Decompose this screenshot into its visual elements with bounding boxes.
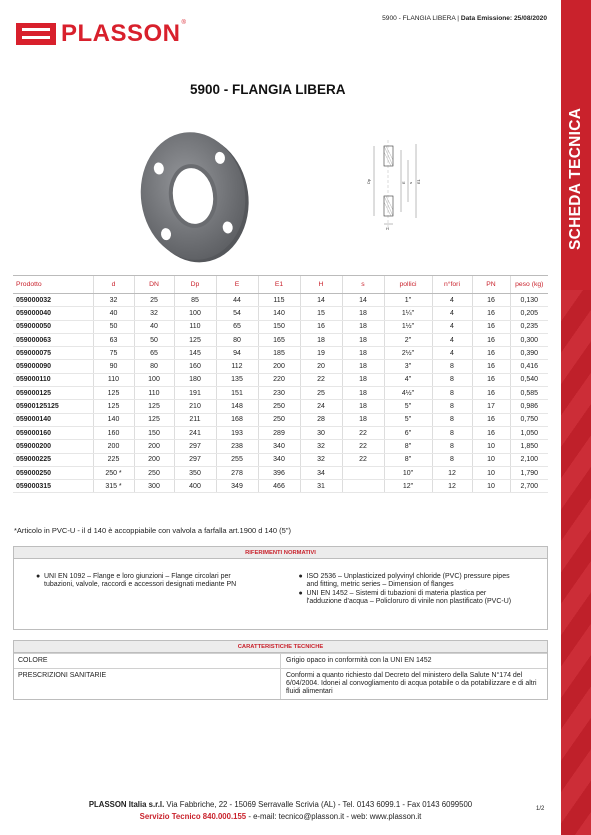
- product-code-cell: 059000050: [13, 320, 93, 333]
- dim-e1-label: E1: [416, 179, 421, 184]
- table-cell: 8: [432, 373, 472, 386]
- table-cell: 125: [174, 333, 216, 346]
- table-row: [13, 347, 548, 360]
- document-reference: 5900 - FLANGIA LIBERA | Data Emissione: 25/08/2020: [382, 15, 547, 22]
- product-code-cell: 059000315: [13, 480, 93, 493]
- col-header: pollici: [384, 276, 432, 294]
- table-cell: 0,300: [510, 333, 548, 346]
- table-cell: 18: [342, 307, 384, 320]
- table-cell: 31: [300, 480, 342, 493]
- table-cell: 16: [472, 426, 510, 439]
- table-cell: 165: [258, 333, 300, 346]
- table-cell: 18: [342, 387, 384, 400]
- norms-box: [13, 546, 548, 630]
- table-cell: 8": [384, 440, 432, 453]
- table-cell: 150: [134, 426, 174, 439]
- table-cell: 110: [134, 387, 174, 400]
- table-cell: 297: [174, 440, 216, 453]
- col-header: DN: [134, 276, 174, 294]
- table-cell: 278: [216, 466, 258, 479]
- table-cell: 0,205: [510, 307, 548, 320]
- table-cell: 75: [93, 347, 134, 360]
- issue-label: Data Emissione:: [460, 15, 513, 22]
- table-cell: 15: [300, 307, 342, 320]
- brand-name: PLASSON: [61, 20, 181, 47]
- table-cell: 18: [342, 320, 384, 333]
- table-cell: 125: [93, 387, 134, 400]
- table-cell: 10: [472, 480, 510, 493]
- table-row: [13, 307, 548, 320]
- dim-h-label: H: [386, 226, 389, 231]
- table-cell: [342, 480, 384, 493]
- table-row: [13, 294, 548, 307]
- norm-item: ● UNI EN 1092 – Flange e loro giunzioni – Flange circolari per tubazioni, valvole, raccordi e accessori designati mediante PN: [36, 573, 263, 589]
- table-footnote: *Articolo in PVC-U - il d 140 è accoppiabile con valvola a farfalla art.1900 d 140 (5"): [14, 526, 291, 535]
- table-cell: 125: [93, 400, 134, 413]
- page-footer: [0, 800, 561, 821]
- col-header: peso (kg): [510, 276, 548, 294]
- table-cell: 200: [93, 440, 134, 453]
- issue-date: 25/08/2020: [513, 15, 547, 22]
- table-cell: 5": [384, 413, 432, 426]
- table-cell: 2,700: [510, 480, 548, 493]
- table-cell: 12: [432, 480, 472, 493]
- table-cell: 0,390: [510, 347, 548, 360]
- table-cell: 8: [432, 360, 472, 373]
- table-cell: 16: [472, 387, 510, 400]
- table-cell: 94: [216, 347, 258, 360]
- dim-e-label: E: [401, 181, 406, 184]
- table-row: [13, 360, 548, 373]
- table-cell: 18: [342, 413, 384, 426]
- table-cell: 10: [472, 440, 510, 453]
- table-row: [13, 413, 548, 426]
- table-cell: 0,540: [510, 373, 548, 386]
- table-cell: 22: [342, 440, 384, 453]
- table-row: [13, 440, 548, 453]
- table-cell: 16: [472, 373, 510, 386]
- table-cell: 112: [216, 360, 258, 373]
- table-cell: 250 *: [93, 466, 134, 479]
- table-cell: 4½": [384, 387, 432, 400]
- footer-company: PLASSON Italia s.r.l.: [88, 800, 165, 809]
- table-cell: 180: [174, 373, 216, 386]
- table-cell: 25: [134, 294, 174, 307]
- table-cell: 18: [342, 333, 384, 346]
- table-cell: 396: [258, 466, 300, 479]
- table-cell: 255: [216, 453, 258, 466]
- col-header: Dp: [174, 276, 216, 294]
- table-cell: 54: [216, 307, 258, 320]
- table-cell: 16: [472, 413, 510, 426]
- plasson-logo-icon: [16, 23, 56, 45]
- table-cell: 2,100: [510, 453, 548, 466]
- table-cell: 193: [216, 426, 258, 439]
- table-cell: 34: [300, 466, 342, 479]
- table-cell: 0,235: [510, 320, 548, 333]
- table-cell: 125: [134, 400, 174, 413]
- table-row: [13, 480, 548, 493]
- col-header: PN: [472, 276, 510, 294]
- product-code-cell: 059000040: [13, 307, 93, 320]
- table-cell: 350: [174, 466, 216, 479]
- dim-s-label: s: [408, 182, 413, 184]
- table-cell: 32: [300, 453, 342, 466]
- table-cell: 1¼": [384, 307, 432, 320]
- col-header: E: [216, 276, 258, 294]
- table-cell: 400: [174, 480, 216, 493]
- table-cell: 1½": [384, 320, 432, 333]
- table-cell: 4: [432, 294, 472, 307]
- table-cell: 185: [258, 347, 300, 360]
- plasson-logo: [16, 20, 186, 48]
- table-cell: 22: [342, 453, 384, 466]
- table-cell: 466: [258, 480, 300, 493]
- table-cell: 14: [300, 294, 342, 307]
- flange-section-drawing: [366, 140, 426, 232]
- product-code-cell: 059000090: [13, 360, 93, 373]
- col-header: s: [342, 276, 384, 294]
- table-cell: 17: [472, 400, 510, 413]
- col-header: Prodotto: [13, 276, 93, 294]
- table-cell: 32: [134, 307, 174, 320]
- table-cell: 340: [258, 453, 300, 466]
- table-cell: 0,130: [510, 294, 548, 307]
- table-cell: 2": [384, 333, 432, 346]
- sidebar-band: [561, 0, 591, 835]
- table-cell: 3": [384, 360, 432, 373]
- sidebar-label: SCHEDA TECNICA: [567, 107, 584, 250]
- norm-item: ● ISO 2536 – Unplasticized polyvinyl chloride (PVC) pressure pipes and fitting, metric series – Dimension of flanges: [299, 573, 520, 589]
- table-cell: 1,850: [510, 440, 548, 453]
- table-cell: 315 *: [93, 480, 134, 493]
- product-code-cell: 059000063: [13, 333, 93, 346]
- table-cell: 10: [472, 466, 510, 479]
- table-row: [13, 426, 548, 439]
- table-cell: 250: [258, 400, 300, 413]
- col-header: n°fori: [432, 276, 472, 294]
- table-cell: 18: [342, 347, 384, 360]
- table-row: [13, 373, 548, 386]
- table-cell: 12: [432, 466, 472, 479]
- product-code-cell: 059000250: [13, 466, 93, 479]
- product-code-cell: 059000225: [13, 453, 93, 466]
- table-cell: 40: [134, 320, 174, 333]
- table-cell: 50: [93, 320, 134, 333]
- table-cell: 2½": [384, 347, 432, 360]
- table-cell: 8": [384, 453, 432, 466]
- table-cell: 0,986: [510, 400, 548, 413]
- dimensions-table: [13, 275, 548, 493]
- table-cell: 225: [93, 453, 134, 466]
- table-cell: 18: [342, 360, 384, 373]
- table-cell: 140: [93, 413, 134, 426]
- table-cell: 25: [300, 387, 342, 400]
- table-cell: 24: [300, 400, 342, 413]
- table-cell: 115: [258, 294, 300, 307]
- table-cell: 16: [472, 333, 510, 346]
- product-code-cell: 059000200: [13, 440, 93, 453]
- table-row: [13, 453, 548, 466]
- col-header: d: [93, 276, 134, 294]
- table-cell: 238: [216, 440, 258, 453]
- table-cell: 0,750: [510, 413, 548, 426]
- doc-ref: 5900 - FLANGIA LIBERA: [382, 15, 456, 22]
- table-cell: 50: [134, 333, 174, 346]
- table-cell: 148: [216, 400, 258, 413]
- table-cell: 1": [384, 294, 432, 307]
- footer-address: Via Fabbriche, 22 - 15069 Serravalle Scrivia (AL) - Tel. 0143 6099.1 - Fax 0143 6099500: [166, 800, 473, 809]
- table-cell: 200: [134, 453, 174, 466]
- tech-box: [13, 640, 548, 700]
- table-cell: 28: [300, 413, 342, 426]
- table-cell: 44: [216, 294, 258, 307]
- table-cell: 18: [342, 400, 384, 413]
- table-cell: 300: [134, 480, 174, 493]
- dim-dp-label: Dp: [366, 178, 371, 184]
- table-cell: 150: [258, 320, 300, 333]
- sidebar-pattern: [561, 290, 591, 835]
- table-row: [13, 387, 548, 400]
- table-cell: 145: [174, 347, 216, 360]
- table-cell: 80: [216, 333, 258, 346]
- table-cell: 30: [300, 426, 342, 439]
- table-cell: 289: [258, 426, 300, 439]
- table-cell: 18: [300, 333, 342, 346]
- table-cell: 151: [216, 387, 258, 400]
- tech-heading: CARATTERISTICHE TECNICHE: [14, 641, 547, 653]
- table-cell: 16: [472, 320, 510, 333]
- table-header-row: [13, 276, 548, 294]
- table-cell: 4: [432, 333, 472, 346]
- col-header: H: [300, 276, 342, 294]
- table-cell: 349: [216, 480, 258, 493]
- table-cell: 241: [174, 426, 216, 439]
- product-code-cell: 05900125125: [13, 400, 93, 413]
- tech-label: PRESCRIZIONI SANITARIE: [14, 669, 281, 699]
- table-cell: 10: [472, 453, 510, 466]
- product-code-cell: 059000125: [13, 387, 93, 400]
- tech-value: Grigio opaco in conformità con la UNI EN 1452: [286, 657, 432, 664]
- table-row: [13, 400, 548, 413]
- table-cell: 210: [174, 400, 216, 413]
- table-cell: 16: [472, 294, 510, 307]
- table-cell: 200: [258, 360, 300, 373]
- table-cell: 5": [384, 400, 432, 413]
- footer-service: Servizio Tecnico 840.000.155: [139, 812, 247, 821]
- table-cell: 110: [174, 320, 216, 333]
- product-code-cell: 059000160: [13, 426, 93, 439]
- table-cell: 32: [93, 294, 134, 307]
- product-code-cell: 059000075: [13, 347, 93, 360]
- table-cell: 4: [432, 307, 472, 320]
- table-cell: 40: [93, 307, 134, 320]
- table-cell: 8: [432, 387, 472, 400]
- table-cell: 65: [216, 320, 258, 333]
- table-cell: 22: [300, 373, 342, 386]
- table-cell: 250: [134, 466, 174, 479]
- table-cell: 8: [432, 426, 472, 439]
- table-cell: 168: [216, 413, 258, 426]
- product-code-cell: 059000032: [13, 294, 93, 307]
- table-cell: 0,416: [510, 360, 548, 373]
- table-cell: 80: [134, 360, 174, 373]
- table-row: [13, 320, 548, 333]
- table-cell: 4: [432, 347, 472, 360]
- page-title: 5900 - FLANGIA LIBERA: [190, 82, 346, 97]
- table-cell: 4: [432, 320, 472, 333]
- col-header: E1: [258, 276, 300, 294]
- norm-item: ● UNI EN 1452 – Sistemi di tubazioni di materia plastica per l'adduzione d'acqua – Policloruro di vinile non plastificato (PVC-U): [299, 590, 520, 606]
- product-code-cell: 059000110: [13, 373, 93, 386]
- table-cell: 0,585: [510, 387, 548, 400]
- registered-mark: ®: [181, 20, 186, 26]
- footer-contacts: - e-mail: tecnico@plasson.it - web: www.plasson.it: [248, 812, 422, 821]
- table-cell: 8: [432, 440, 472, 453]
- table-cell: 12": [384, 480, 432, 493]
- table-cell: 191: [174, 387, 216, 400]
- table-cell: 200: [134, 440, 174, 453]
- table-cell: 16: [472, 347, 510, 360]
- table-cell: 8: [432, 453, 472, 466]
- table-cell: 160: [174, 360, 216, 373]
- tech-row: [14, 653, 547, 668]
- table-cell: 32: [300, 440, 342, 453]
- table-cell: 1,050: [510, 426, 548, 439]
- table-cell: 220: [258, 373, 300, 386]
- table-cell: 297: [174, 453, 216, 466]
- flange-photo: [133, 126, 253, 266]
- table-cell: 211: [174, 413, 216, 426]
- tech-value: Conformi a quanto richiesto dal Decreto del ministero della Salute N°174 del 6/04/2004. Idonei al convogliamento di acqua potabile o da potabilizzare e di altri fluidi alimentari: [286, 672, 537, 695]
- table-cell: 65: [134, 347, 174, 360]
- table-cell: 135: [216, 373, 258, 386]
- table-cell: 18: [342, 373, 384, 386]
- table-cell: 16: [472, 360, 510, 373]
- table-cell: 100: [134, 373, 174, 386]
- table-cell: [342, 466, 384, 479]
- table-cell: 100: [174, 307, 216, 320]
- table-cell: 250: [258, 413, 300, 426]
- norms-heading: RIFERIMENTI NORMATIVI: [14, 547, 547, 559]
- table-cell: 160: [93, 426, 134, 439]
- table-cell: 230: [258, 387, 300, 400]
- table-cell: 1,790: [510, 466, 548, 479]
- table-cell: 20: [300, 360, 342, 373]
- table-cell: 140: [258, 307, 300, 320]
- table-cell: 19: [300, 347, 342, 360]
- product-code-cell: 059000140: [13, 413, 93, 426]
- table-cell: 16: [300, 320, 342, 333]
- table-row: [13, 466, 548, 479]
- table-cell: 110: [93, 373, 134, 386]
- table-cell: 8: [432, 400, 472, 413]
- table-cell: 16: [472, 307, 510, 320]
- tech-row: [14, 668, 547, 699]
- table-cell: 85: [174, 294, 216, 307]
- table-cell: 8: [432, 413, 472, 426]
- table-cell: 340: [258, 440, 300, 453]
- table-row: [13, 333, 548, 346]
- page-number: 1/2: [536, 806, 545, 812]
- tech-label: COLORE: [14, 654, 281, 668]
- table-cell: 125: [134, 413, 174, 426]
- table-cell: 63: [93, 333, 134, 346]
- table-cell: 6": [384, 426, 432, 439]
- table-cell: 22: [342, 426, 384, 439]
- table-cell: 10": [384, 466, 432, 479]
- table-cell: 4": [384, 373, 432, 386]
- table-cell: 14: [342, 294, 384, 307]
- table-cell: 90: [93, 360, 134, 373]
